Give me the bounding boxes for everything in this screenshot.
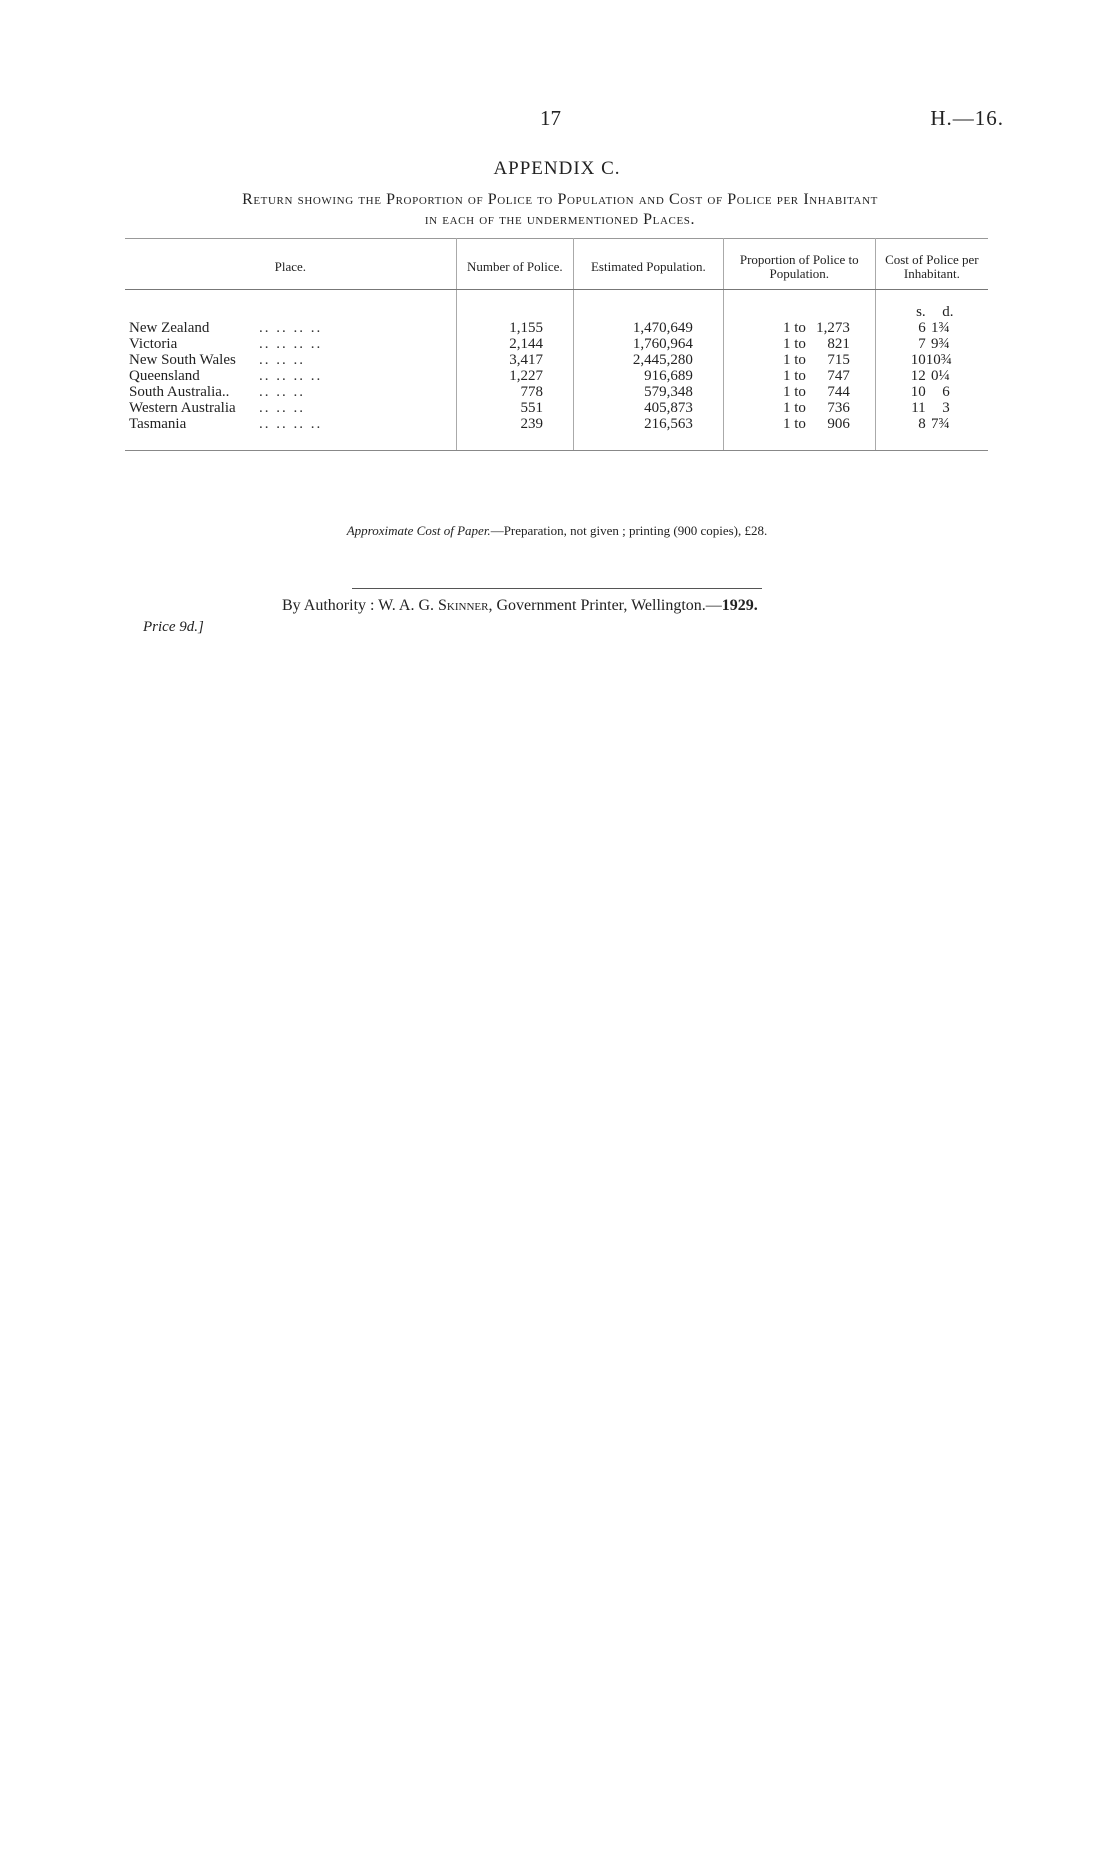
price: Price 9d.] [143, 619, 204, 635]
proportion-prefix: 1 to [782, 416, 806, 432]
cell-proportion [723, 400, 875, 416]
printer-initials: W. A. G. [378, 597, 435, 614]
proportion-prefix: 1 to [782, 320, 806, 336]
leader-dots: .. .. .. [259, 400, 305, 416]
proportion-value: 1,273 [816, 320, 850, 336]
cell-police: 1,155 [456, 320, 573, 336]
cell-proportion [723, 336, 875, 352]
proportion-value: 736 [827, 400, 850, 416]
printer-rest: , Government Printer, Wellington.— [488, 597, 722, 614]
cell-place [125, 400, 456, 416]
authority-line [282, 597, 758, 615]
cell-police: 778 [456, 384, 573, 400]
leader-dots: .. .. .. [259, 384, 305, 400]
place-name: New South Wales [129, 352, 236, 368]
table-row [125, 384, 988, 400]
cell-police: 1,227 [456, 368, 573, 384]
authority-prefix: By Authority : [282, 597, 375, 614]
police-statistics-table [125, 238, 988, 451]
place-name: Victoria [129, 336, 178, 352]
printer-surname: Skinner [438, 597, 489, 614]
cell-place [125, 416, 456, 451]
place-name: New Zealand [129, 320, 210, 336]
appendix-title: APPENDIX C. [493, 158, 621, 179]
cell-cost [875, 352, 988, 368]
table-header-row [125, 239, 988, 290]
cell-cost [875, 384, 988, 400]
cost-pence: 7¾ [930, 416, 950, 432]
cost-pence: 1¾ [930, 320, 950, 336]
cell-proportion [723, 416, 875, 451]
cell-cost [875, 368, 988, 384]
approximate-cost-label: Approximate Cost of Paper. [346, 523, 491, 538]
leader-dots: .. .. .. .. [259, 320, 323, 336]
proportion-value: 744 [827, 384, 850, 400]
cell-place [125, 320, 456, 336]
proportion-prefix: 1 to [782, 400, 806, 416]
cost-shillings: 11 [911, 400, 926, 416]
cell-population: 916,689 [573, 368, 723, 384]
cost-pence: 0¼ [930, 368, 950, 384]
leader-dots: .. .. .. .. [259, 416, 323, 432]
page-number: 17 [540, 106, 561, 130]
table-row [125, 336, 988, 352]
cell-place [125, 384, 456, 400]
shillings-unit: s. [916, 304, 926, 320]
cost-units [875, 290, 988, 321]
cell-proportion [723, 352, 875, 368]
proportion-prefix: 1 to [782, 352, 806, 368]
return-title-line-1: Return showing the Proportion of Police to Population and Cost of Police per Inhabitant [242, 191, 878, 208]
table-row [125, 368, 988, 384]
cell-population: 1,470,649 [573, 320, 723, 336]
cell-place [125, 336, 456, 352]
proportion-value: 747 [827, 368, 850, 384]
proportion-value: 715 [827, 352, 850, 368]
cell-place [125, 352, 456, 368]
header-place: Place. [125, 239, 456, 290]
cell-police: 551 [456, 400, 573, 416]
cost-shillings: 6 [918, 320, 926, 336]
cost-pence: 9¾ [930, 336, 950, 352]
pence-unit: d. [942, 304, 954, 320]
cost-pence: 10¾ [925, 352, 952, 368]
proportion-prefix: 1 to [782, 384, 806, 400]
cell-population: 405,873 [573, 400, 723, 416]
header-proportion: Proportion of Police to Population. [723, 239, 875, 290]
cell-cost [875, 336, 988, 352]
place-name: Queensland [129, 368, 200, 384]
leader-dots: .. .. .. [259, 352, 305, 368]
cell-proportion [723, 384, 875, 400]
divider-rule [352, 588, 762, 589]
cell-cost [875, 400, 988, 416]
cell-police: 239 [456, 416, 573, 451]
table-row [125, 416, 988, 451]
place-name: South Australia.. [129, 384, 230, 400]
header-cost-per-inhabitant: Cost of Police per Inhabitant. [875, 239, 988, 290]
table-row [125, 352, 988, 368]
cell-cost [875, 320, 988, 336]
return-title [110, 190, 1010, 230]
cost-pence: 6 [942, 384, 950, 400]
table-row [125, 320, 988, 336]
cost-shillings: 7 [918, 336, 926, 352]
place-name: Tasmania [129, 416, 187, 432]
approximate-cost-text: —Preparation, not given ; printing (900 copies), £28. [490, 523, 768, 538]
table-row [125, 400, 988, 416]
cell-proportion [723, 320, 875, 336]
approximate-cost-note [0, 523, 1114, 539]
cell-place [125, 368, 456, 384]
cell-population: 216,563 [573, 416, 723, 451]
publication-year: 1929. [721, 597, 758, 614]
cell-cost [875, 416, 988, 451]
cost-pence: 3 [942, 400, 950, 416]
cost-shillings: 12 [910, 368, 926, 384]
units-row [125, 290, 988, 321]
cell-population: 2,445,280 [573, 352, 723, 368]
cost-shillings: 10 [910, 352, 926, 368]
cell-proportion [723, 368, 875, 384]
leader-dots: .. .. .. .. [259, 368, 323, 384]
return-title-line-2: in each of the undermentioned Places. [424, 211, 696, 228]
header-number-of-police: Number of Police. [456, 239, 573, 290]
cost-shillings: 8 [918, 416, 926, 432]
document-reference: H.—16. [930, 106, 1004, 130]
cost-shillings: 10 [910, 384, 926, 400]
cell-population: 1,760,964 [573, 336, 723, 352]
proportion-value: 906 [827, 416, 850, 432]
place-name: Western Australia [129, 400, 236, 416]
cell-police: 3,417 [456, 352, 573, 368]
header-estimated-population: Estimated Population. [573, 239, 723, 290]
proportion-prefix: 1 to [782, 368, 806, 384]
proportion-value: 821 [827, 336, 850, 352]
proportion-prefix: 1 to [782, 336, 806, 352]
leader-dots: .. .. .. .. [259, 336, 323, 352]
cell-police: 2,144 [456, 336, 573, 352]
cell-population: 579,348 [573, 384, 723, 400]
